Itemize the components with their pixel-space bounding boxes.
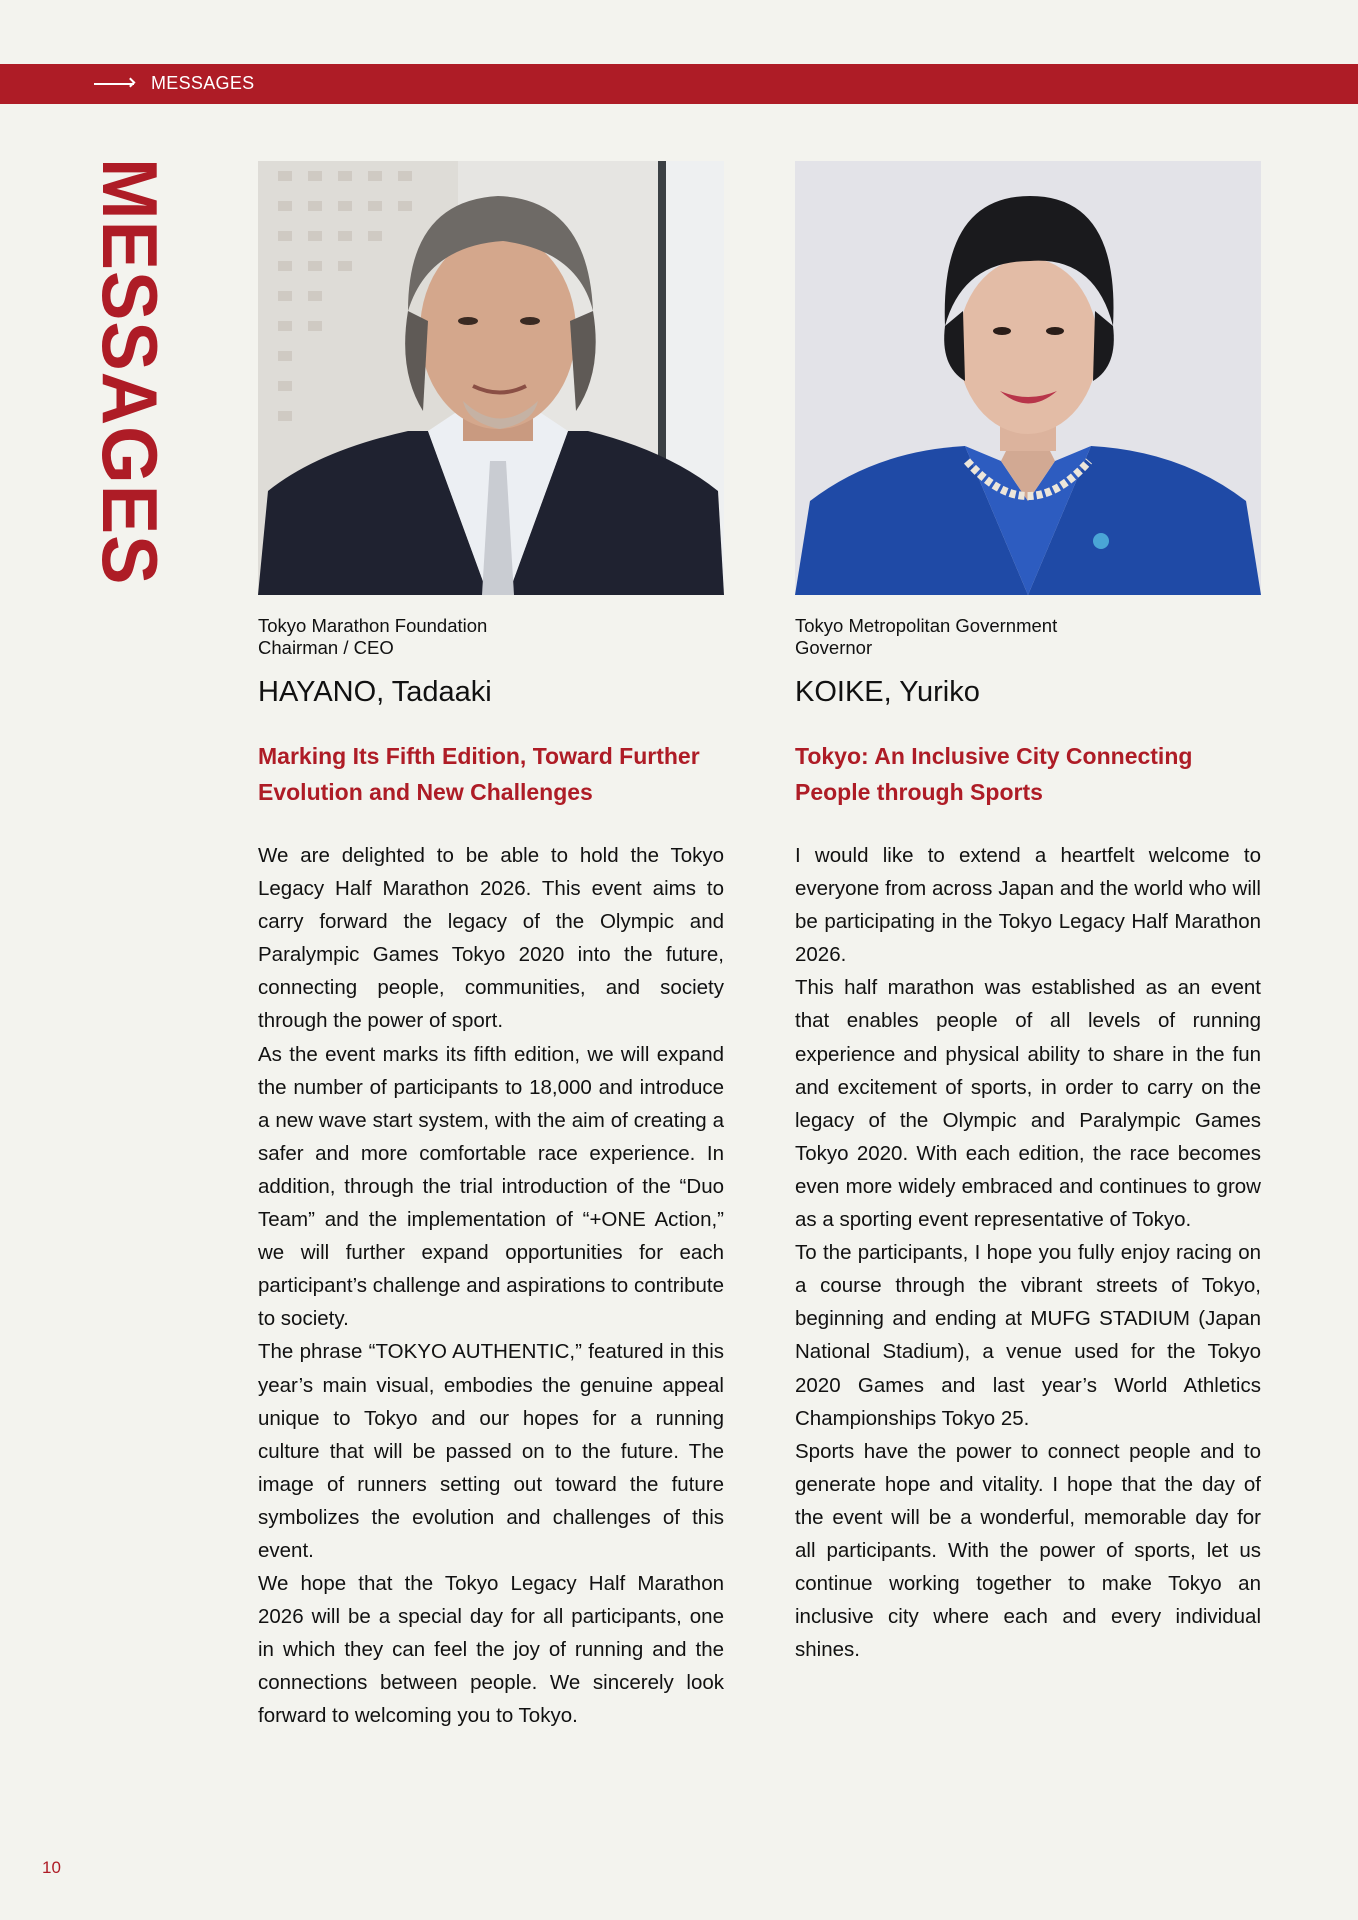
page-number: 10 [42, 1858, 61, 1877]
heading-line: Tokyo: An Inclusive City Connecting [795, 743, 1193, 769]
portrait-photo-koike [795, 161, 1261, 595]
body-paragraph: This half marathon was established as an event that enables people of all levels of running experience and physical ability to share in the fun and excitement of sports, in order to carry on the legacy of the Olympic and Paralympic Games Tokyo 2020. With each edition, the race becomes even more widely embraced and continues to grow as a sporting event representative of Tokyo. [795, 976, 1261, 1232]
role-title: Governor [795, 637, 873, 658]
heading-line: Marking Its Fifth Edition, Toward Further [258, 743, 700, 769]
organization-name: Tokyo Metropolitan Government [795, 615, 1058, 636]
body-paragraph: We are delighted to be able to hold the Tokyo Legacy Half Marathon 2026. This event aims to carry forward the legacy of the Olympic and Paralympic Games Tokyo 2020 into the future, connecting people, communities, and society through the power of sport. [258, 844, 724, 1033]
person-name: KOIKE, Yuriko [795, 676, 980, 708]
section-label: MESSAGES [151, 73, 255, 93]
message-heading [795, 738, 1261, 810]
body-paragraph: The phrase “TOKYO AUTHENTIC,” featured in this year’s main visual, embodies the genuine appeal unique to Tokyo and our hopes for a running culture that will be passed on to the future. The image of runners setting out toward the future symbolizes the evolution and challenges of this event. [258, 1340, 724, 1562]
organization-block [795, 615, 1261, 659]
organization-block [258, 615, 724, 659]
body-paragraph: Sports have the power to connect people and to generate hope and vitality. I hope that the day of the event will be a wonderful, memorable day for all participants. With the power of sports, let us continue working together to make Tokyo an inclusive city where each and every individual shines. [795, 1439, 1261, 1662]
body-paragraph: We hope that the Tokyo Legacy Half Marathon 2026 will be a special day for all participants, one in which they can feel the joy of running and the connections between people. We sincerely look forward to welcoming you to Tokyo. [258, 1572, 724, 1728]
heading-line: People through Sports [795, 779, 1043, 805]
message-heading [258, 738, 724, 810]
portrait-photo-hayano [258, 161, 724, 595]
body-paragraph: To the participants, I hope you fully enjoy racing on a course through the vibrant streets of Tokyo, beginning and ending at MUFG STADIUM (Japan National Stadium), a venue used for the Tokyo 2020 Games and last year’s World Athletics Championships Tokyo 25. [795, 1241, 1261, 1430]
section-header-bar [0, 64, 1358, 104]
organization-name: Tokyo Marathon Foundation [258, 615, 488, 636]
message-column-right [795, 161, 1261, 1666]
message-body [258, 839, 724, 1733]
arrow-right-icon [94, 83, 134, 85]
message-body [795, 839, 1261, 1666]
side-title: MESSAGES [85, 158, 174, 586]
heading-line: Evolution and New Challenges [258, 779, 593, 805]
role-title: Chairman / CEO [258, 637, 394, 658]
person-name: HAYANO, Tadaaki [258, 676, 492, 708]
message-column-left [258, 161, 724, 1733]
body-paragraph: As the event marks its fifth edition, we will expand the number of participants to 18,000 and introduce a new wave start system, with the aim of creating a safer and more comfortable race experience. In addition, through the trial introduction of the “Duo Team” and the implementation of “+ONE Action,” we will further expand opportunities for each participant’s challenge and aspirations to contribute to society. [258, 1042, 724, 1331]
body-paragraph: I would like to extend a heartfelt welcome to everyone from across Japan and the world who will be participating in the Tokyo Legacy Half Marathon 2026. [795, 844, 1261, 967]
